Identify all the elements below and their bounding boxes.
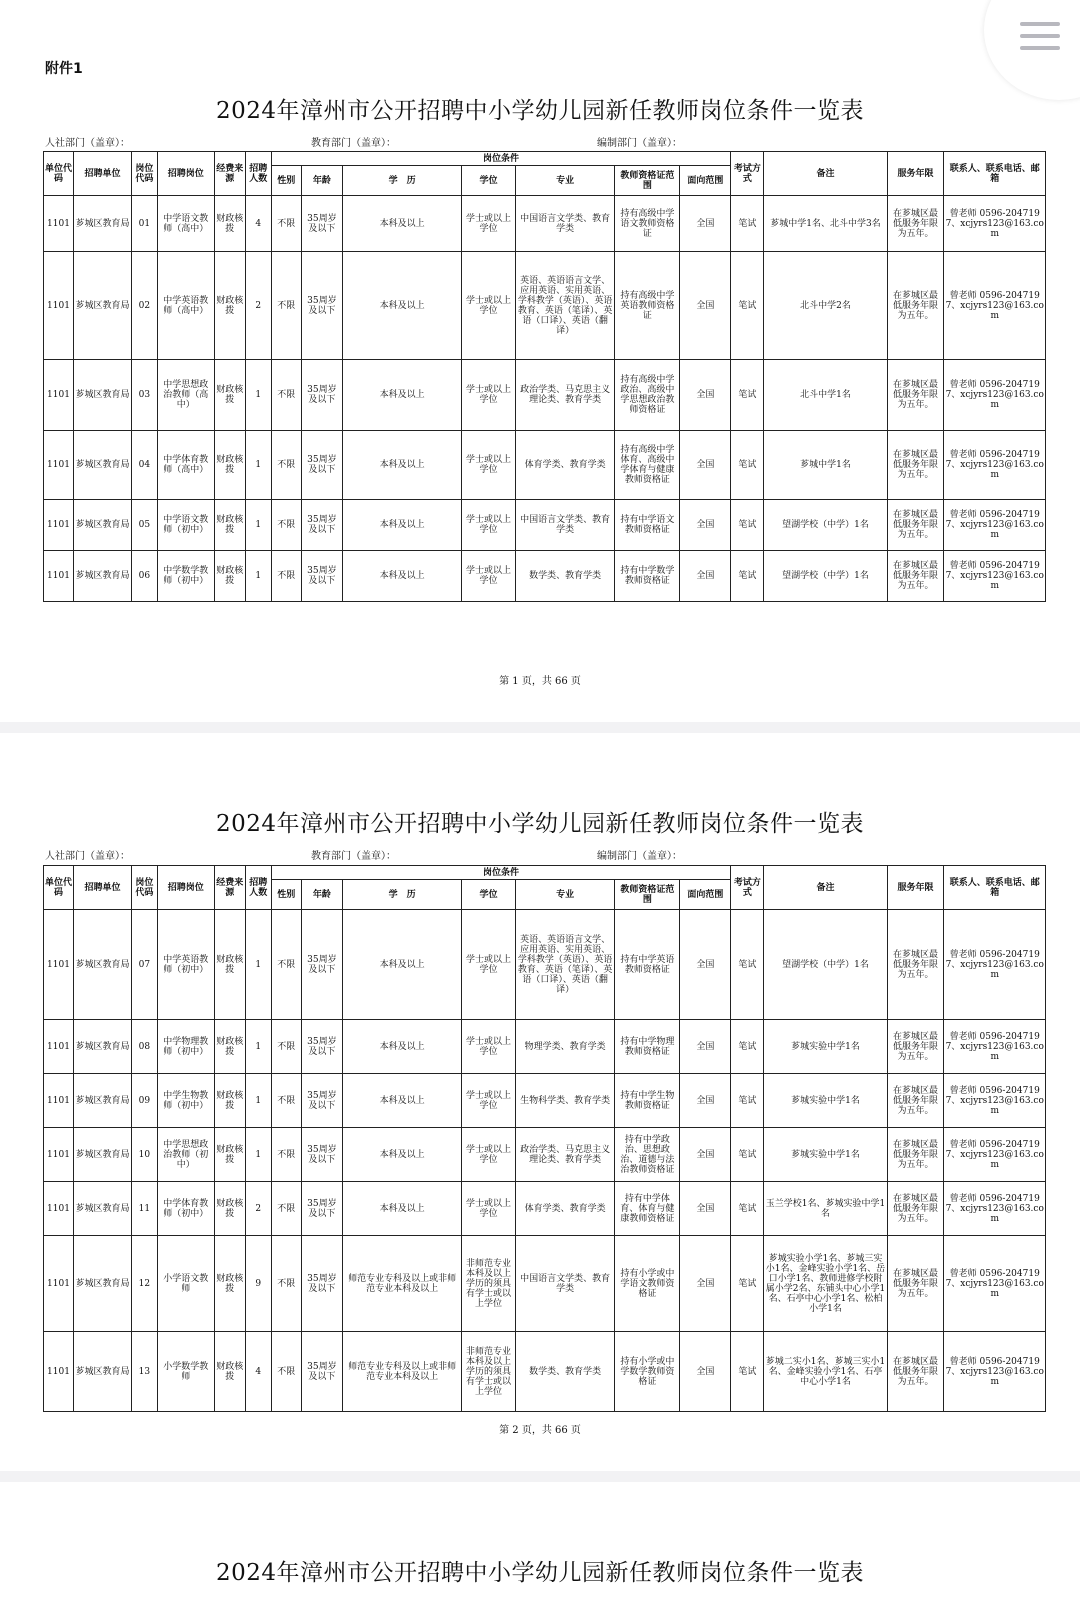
header-unit: 招聘单位: [74, 866, 132, 910]
funding-cell: 财政核拨: [214, 1236, 245, 1332]
education-cell: 本科及以上: [343, 500, 462, 551]
unit-code-cell: 1101: [44, 1074, 74, 1128]
major-cell: 政治学类、马克思主义理论类、教育学类: [515, 360, 614, 431]
table-row: [44, 910, 1046, 1020]
gender-cell: 不限: [271, 431, 301, 500]
major-cell: 体育学类、教育学类: [515, 431, 614, 500]
service-cell: 在芗城区最低服务年限为五年。: [887, 500, 944, 551]
cert-cell: 持有高级中学政治、高级中学思想政治教师资格证: [615, 360, 680, 431]
education-cell: 本科及以上: [343, 1020, 462, 1074]
exam-cell: 笔试: [731, 1332, 764, 1412]
scope-cell: 全国: [680, 500, 731, 551]
contact-cell: 曾老师 0596-2047197、xcjyrs123@163.com: [944, 252, 1046, 360]
page-title: 2024年漳州市公开招聘中小学幼儿园新任教师岗位条件一览表: [215, 98, 865, 124]
education-cell: 本科及以上: [343, 1128, 462, 1182]
header-major: 专业: [515, 166, 614, 196]
header-funding: 经费来源: [214, 152, 245, 196]
header-row: [44, 866, 1046, 880]
degree-cell: 学士或以上学位: [462, 196, 516, 252]
scope-cell: 全国: [680, 1332, 731, 1412]
cert-cell: 持有中学英语教师资格证: [615, 910, 680, 1020]
table-row: [44, 1332, 1046, 1412]
note-cell: 芗城实验中学1名: [764, 1128, 887, 1182]
cert-cell: 持有小学或中学数学教师资格证: [615, 1332, 680, 1412]
unit-cell: 芗城区教育局: [74, 196, 132, 252]
post-code-cell: 06: [131, 551, 157, 602]
age-cell: 35周岁及以下: [301, 551, 342, 602]
count-cell: 1: [245, 1128, 271, 1182]
degree-cell: 学士或以上学位: [462, 360, 516, 431]
header-post-code: 岗位代码: [131, 152, 157, 196]
unit-code-cell: 1101: [44, 1128, 74, 1182]
post-cell: 中学思想政治教师（初中）: [157, 1128, 214, 1182]
header-cert: 教师资格证范围: [615, 166, 680, 196]
education-cell: 本科及以上: [343, 360, 462, 431]
exam-cell: 笔试: [731, 1020, 764, 1074]
count-cell: 4: [245, 196, 271, 252]
exam-cell: 笔试: [731, 196, 764, 252]
gender-cell: 不限: [271, 551, 301, 602]
contact-cell: 曾老师 0596-2047197、xcjyrs123@163.com: [944, 1182, 1046, 1236]
header-contact: 联系人、联系电话、邮箱: [944, 866, 1046, 910]
unit-cell: 芗城区教育局: [74, 431, 132, 500]
post-cell: 中学思想政治教师（高中）: [157, 360, 214, 431]
cert-cell: 持有中学数学教师资格证: [615, 551, 680, 602]
staffing-dept-label: 编制部门（盖章）：: [597, 138, 682, 149]
post-cell: 中学英语教师（初中）: [157, 910, 214, 1020]
unit-code-cell: 1101: [44, 1020, 74, 1074]
degree-cell: 学士或以上学位: [462, 1020, 516, 1074]
header-gender: 性别: [271, 166, 301, 196]
post-cell: 中学体育教师（初中）: [157, 1182, 214, 1236]
exam-cell: 笔试: [731, 551, 764, 602]
degree-cell: 学士或以上学位: [462, 500, 516, 551]
post-cell: 中学语文教师（高中）: [157, 196, 214, 252]
post-code-cell: 04: [131, 431, 157, 500]
funding-cell: 财政核拨: [214, 1128, 245, 1182]
contact-cell: 曾老师 0596-2047197、xcjyrs123@163.com: [944, 360, 1046, 431]
unit-cell: 芗城区教育局: [74, 910, 132, 1020]
age-cell: 35周岁及以下: [301, 360, 342, 431]
funding-cell: 财政核拨: [214, 252, 245, 360]
education-cell: 本科及以上: [343, 431, 462, 500]
table-row: [44, 196, 1046, 252]
funding-cell: 财政核拨: [214, 360, 245, 431]
post-code-cell: 07: [131, 910, 157, 1020]
page-title: 2024年漳州市公开招聘中小学幼儿园新任教师岗位条件一览表: [215, 1560, 865, 1586]
table-row: [44, 500, 1046, 551]
scope-cell: 全国: [680, 1074, 731, 1128]
scope-cell: 全国: [680, 252, 731, 360]
header-service: 服务年限: [887, 866, 944, 910]
contact-cell: 曾老师 0596-2047197、xcjyrs123@163.com: [944, 500, 1046, 551]
post-cell: 中学语文教师（初中）: [157, 500, 214, 551]
unit-cell: 芗城区教育局: [74, 360, 132, 431]
header-degree: 学位: [462, 166, 516, 196]
hamburger-menu-icon[interactable]: [1020, 22, 1060, 58]
header-post: 招聘岗位: [157, 152, 214, 196]
note-cell: 芗城实验中学1名: [764, 1020, 887, 1074]
gender-cell: 不限: [271, 1332, 301, 1412]
count-cell: 2: [245, 1182, 271, 1236]
page-title: 2024年漳州市公开招聘中小学幼儿园新任教师岗位条件一览表: [215, 811, 865, 837]
post-code-cell: 10: [131, 1128, 157, 1182]
education-cell: 本科及以上: [343, 1182, 462, 1236]
service-cell: 在芗城区最低服务年限为五年。: [887, 910, 944, 1020]
unit-code-cell: 1101: [44, 1182, 74, 1236]
exam-cell: 笔试: [731, 500, 764, 551]
education-cell: 师范专业专科及以上或非师范专业本科及以上: [343, 1236, 462, 1332]
contact-cell: 曾老师 0596-2047197、xcjyrs123@163.com: [944, 196, 1046, 252]
count-cell: 2: [245, 252, 271, 360]
count-cell: 1: [245, 500, 271, 551]
header-exam: 考试方式: [731, 866, 764, 910]
gender-cell: 不限: [271, 910, 301, 1020]
contact-cell: 曾老师 0596-2047197、xcjyrs123@163.com: [944, 1332, 1046, 1412]
age-cell: 35周岁及以下: [301, 500, 342, 551]
unit-code-cell: 1101: [44, 500, 74, 551]
funding-cell: 财政核拨: [214, 1074, 245, 1128]
unit-code-cell: 1101: [44, 252, 74, 360]
count-cell: 1: [245, 1074, 271, 1128]
header-unit: 招聘单位: [74, 152, 132, 196]
service-cell: 在芗城区最低服务年限为五年。: [887, 360, 944, 431]
exam-cell: 笔试: [731, 252, 764, 360]
exam-cell: 笔试: [731, 1182, 764, 1236]
table-row: [44, 431, 1046, 500]
unit-code-cell: 1101: [44, 1332, 74, 1412]
education-cell: 本科及以上: [343, 1074, 462, 1128]
gender-cell: 不限: [271, 1020, 301, 1074]
unit-cell: 芗城区教育局: [74, 500, 132, 551]
note-cell: 望湖学校（中学）1名: [764, 910, 887, 1020]
education-cell: 本科及以上: [343, 551, 462, 602]
contact-cell: 曾老师 0596-2047197、xcjyrs123@163.com: [944, 551, 1046, 602]
contact-cell: 曾老师 0596-2047197、xcjyrs123@163.com: [944, 1236, 1046, 1332]
header-major: 专业: [515, 880, 614, 910]
header-conditions: 岗位条件: [271, 866, 731, 880]
header-post: 招聘岗位: [157, 866, 214, 910]
post-code-cell: 01: [131, 196, 157, 252]
unit-code-cell: 1101: [44, 431, 74, 500]
exam-cell: 笔试: [731, 1128, 764, 1182]
contact-cell: 曾老师 0596-2047197、xcjyrs123@163.com: [944, 431, 1046, 500]
major-cell: 政治学类、马克思主义理论类、教育学类: [515, 1128, 614, 1182]
post-code-cell: 05: [131, 500, 157, 551]
scope-cell: 全国: [680, 1128, 731, 1182]
header-note: 备注: [764, 152, 887, 196]
page-footer: 第 1 页，共 66 页: [499, 676, 581, 687]
cert-cell: 持有中学政治、思想政治、道德与法治教师资格证: [615, 1128, 680, 1182]
cert-cell: 持有高级中学语文教师资格证: [615, 196, 680, 252]
major-cell: 中国语言文学类、教育学类: [515, 1236, 614, 1332]
post-code-cell: 13: [131, 1332, 157, 1412]
note-cell: 望湖学校（中学）1名: [764, 500, 887, 551]
education-cell: 本科及以上: [343, 910, 462, 1020]
scope-cell: 全国: [680, 360, 731, 431]
header-conditions: 岗位条件: [271, 152, 731, 166]
gender-cell: 不限: [271, 500, 301, 551]
table-row: [44, 1236, 1046, 1332]
header-education: 学 历: [343, 880, 462, 910]
header-gender: 性别: [271, 880, 301, 910]
contact-cell: 曾老师 0596-2047197、xcjyrs123@163.com: [944, 1020, 1046, 1074]
unit-cell: 芗城区教育局: [74, 1332, 132, 1412]
header-exam: 考试方式: [731, 152, 764, 196]
exam-cell: 笔试: [731, 360, 764, 431]
gender-cell: 不限: [271, 1128, 301, 1182]
major-cell: 中国语言文学类、教育学类: [515, 196, 614, 252]
gender-cell: 不限: [271, 1074, 301, 1128]
unit-cell: 芗城区教育局: [74, 551, 132, 602]
note-cell: 望湖学校（中学）1名: [764, 551, 887, 602]
education-cell: 本科及以上: [343, 196, 462, 252]
post-code-cell: 03: [131, 360, 157, 431]
funding-cell: 财政核拨: [214, 431, 245, 500]
gender-cell: 不限: [271, 252, 301, 360]
document-page-3: [0, 1482, 1080, 1622]
contact-cell: 曾老师 0596-2047197、xcjyrs123@163.com: [944, 1074, 1046, 1128]
gender-cell: 不限: [271, 196, 301, 252]
header-count: 招聘人数: [245, 152, 271, 196]
unit-cell: 芗城区教育局: [74, 1236, 132, 1332]
scope-cell: 全国: [680, 196, 731, 252]
note-cell: 芗城中学1名、北斗中学3名: [764, 196, 887, 252]
table-row: [44, 1128, 1046, 1182]
service-cell: 在芗城区最低服务年限为五年。: [887, 431, 944, 500]
major-cell: 生物科学类、教育学类: [515, 1074, 614, 1128]
note-cell: 北斗中学1名: [764, 360, 887, 431]
unit-code-cell: 1101: [44, 196, 74, 252]
unit-cell: 芗城区教育局: [74, 1020, 132, 1074]
post-code-cell: 02: [131, 252, 157, 360]
degree-cell: 学士或以上学位: [462, 1182, 516, 1236]
exam-cell: 笔试: [731, 1236, 764, 1332]
header-cert: 教师资格证范围: [615, 880, 680, 910]
service-cell: 在芗城区最低服务年限为五年。: [887, 1332, 944, 1412]
cert-cell: 持有中学语文教师资格证: [615, 500, 680, 551]
major-cell: 体育学类、教育学类: [515, 1182, 614, 1236]
scope-cell: 全国: [680, 1236, 731, 1332]
header-scope: 面向范围: [680, 166, 731, 196]
post-cell: 中学英语教师（高中）: [157, 252, 214, 360]
service-cell: 在芗城区最低服务年限为五年。: [887, 1236, 944, 1332]
header-count: 招聘人数: [245, 866, 271, 910]
note-cell: 芗城二实小1名、芗城三实小1名、金峰实验小学1名、石亭中心小学1名: [764, 1332, 887, 1412]
count-cell: 1: [245, 360, 271, 431]
major-cell: 数学类、教育学类: [515, 551, 614, 602]
degree-cell: 学士或以上学位: [462, 910, 516, 1020]
funding-cell: 财政核拨: [214, 1332, 245, 1412]
degree-cell: 学士或以上学位: [462, 1074, 516, 1128]
cert-cell: 持有小学或中学语文教师资格证: [615, 1236, 680, 1332]
post-code-cell: 11: [131, 1182, 157, 1236]
funding-cell: 财政核拨: [214, 1182, 245, 1236]
major-cell: 中国语言文学类、教育学类: [515, 500, 614, 551]
age-cell: 35周岁及以下: [301, 1074, 342, 1128]
attachment-label: 附件1: [45, 61, 83, 77]
age-cell: 35周岁及以下: [301, 252, 342, 360]
degree-cell: 非师范专业本科及以上学历的须具有学士或以上学位: [462, 1236, 516, 1332]
age-cell: 35周岁及以下: [301, 1020, 342, 1074]
age-cell: 35周岁及以下: [301, 196, 342, 252]
service-cell: 在芗城区最低服务年限为五年。: [887, 551, 944, 602]
table-row: [44, 252, 1046, 360]
post-cell: 中学物理教师（初中）: [157, 1020, 214, 1074]
header-unit-code: 单位代码: [44, 866, 74, 910]
degree-cell: 学士或以上学位: [462, 252, 516, 360]
gender-cell: 不限: [271, 1182, 301, 1236]
staffing-dept-label: 编制部门（盖章）：: [597, 851, 682, 862]
service-cell: 在芗城区最低服务年限为五年。: [887, 1020, 944, 1074]
service-cell: 在芗城区最低服务年限为五年。: [887, 1128, 944, 1182]
table-row: [44, 1182, 1046, 1236]
unit-code-cell: 1101: [44, 910, 74, 1020]
service-cell: 在芗城区最低服务年限为五年。: [887, 1182, 944, 1236]
post-code-cell: 08: [131, 1020, 157, 1074]
hr-dept-label: 人社部门（盖章）：: [45, 138, 130, 149]
degree-cell: 非师范专业本科及以上学历的须具有学士或以上学位: [462, 1332, 516, 1412]
cert-cell: 持有高级中学体育、高级中学体育与健康教师资格证: [615, 431, 680, 500]
scope-cell: 全国: [680, 1020, 731, 1074]
degree-cell: 学士或以上学位: [462, 1128, 516, 1182]
unit-cell: 芗城区教育局: [74, 1128, 132, 1182]
gender-cell: 不限: [271, 1236, 301, 1332]
exam-cell: 笔试: [731, 910, 764, 1020]
document-page-2: [0, 733, 1080, 1471]
header-age: 年龄: [301, 166, 342, 196]
age-cell: 35周岁及以下: [301, 1182, 342, 1236]
service-cell: 在芗城区最低服务年限为五年。: [887, 1074, 944, 1128]
contact-cell: 曾老师 0596-2047197、xcjyrs123@163.com: [944, 1128, 1046, 1182]
funding-cell: 财政核拨: [214, 196, 245, 252]
cert-cell: 持有中学生物教师资格证: [615, 1074, 680, 1128]
table-row: [44, 1020, 1046, 1074]
major-cell: 数学类、教育学类: [515, 1332, 614, 1412]
gender-cell: 不限: [271, 360, 301, 431]
count-cell: 1: [245, 910, 271, 1020]
age-cell: 35周岁及以下: [301, 910, 342, 1020]
header-post-code: 岗位代码: [131, 866, 157, 910]
scope-cell: 全国: [680, 431, 731, 500]
header-service: 服务年限: [887, 152, 944, 196]
post-cell: 小学数学教师: [157, 1332, 214, 1412]
unit-cell: 芗城区教育局: [74, 252, 132, 360]
positions-table: [43, 151, 1046, 602]
funding-cell: 财政核拨: [214, 551, 245, 602]
count-cell: 1: [245, 431, 271, 500]
exam-cell: 笔试: [731, 1074, 764, 1128]
cert-cell: 持有中学物理教师资格证: [615, 1020, 680, 1074]
cert-cell: 持有高级中学英语教师资格证: [615, 252, 680, 360]
edu-dept-label: 教育部门（盖章）：: [311, 851, 396, 862]
header-note: 备注: [764, 866, 887, 910]
note-cell: 芗城实验中学1名: [764, 1074, 887, 1128]
count-cell: 4: [245, 1332, 271, 1412]
post-cell: 中学生物教师（初中）: [157, 1074, 214, 1128]
funding-cell: 财政核拨: [214, 1020, 245, 1074]
education-cell: 本科及以上: [343, 252, 462, 360]
education-cell: 师范专业专科及以上或非师范专业本科及以上: [343, 1332, 462, 1412]
note-cell: 北斗中学2名: [764, 252, 887, 360]
scope-cell: 全国: [680, 551, 731, 602]
service-cell: 在芗城区最低服务年限为五年。: [887, 196, 944, 252]
header-funding: 经费来源: [214, 866, 245, 910]
hr-dept-label: 人社部门（盖章）：: [45, 851, 130, 862]
cert-cell: 持有中学体育、体育与健康教师资格证: [615, 1182, 680, 1236]
major-cell: 物理学类、教育学类: [515, 1020, 614, 1074]
contact-cell: 曾老师 0596-2047197、xcjyrs123@163.com: [944, 910, 1046, 1020]
edu-dept-label: 教育部门（盖章）：: [311, 138, 396, 149]
age-cell: 35周岁及以下: [301, 1128, 342, 1182]
page-footer: 第 2 页，共 66 页: [499, 1425, 581, 1436]
positions-table: [43, 865, 1046, 1412]
header-unit-code: 单位代码: [44, 152, 74, 196]
age-cell: 35周岁及以下: [301, 1332, 342, 1412]
post-cell: 小学语文教师: [157, 1236, 214, 1332]
document-page-1: [0, 0, 1080, 722]
header-education: 学 历: [343, 166, 462, 196]
post-cell: 中学体育教师（高中）: [157, 431, 214, 500]
header-age: 年龄: [301, 880, 342, 910]
post-cell: 中学数学教师（初中）: [157, 551, 214, 602]
major-cell: 英语、英语语言文学、应用英语、实用英语、学科教学（英语）、英语教育、英语（笔译）、英语（口译）、英语（翻译）: [515, 910, 614, 1020]
degree-cell: 学士或以上学位: [462, 431, 516, 500]
count-cell: 9: [245, 1236, 271, 1332]
funding-cell: 财政核拨: [214, 500, 245, 551]
count-cell: 1: [245, 551, 271, 602]
service-cell: 在芗城区最低服务年限为五年。: [887, 252, 944, 360]
exam-cell: 笔试: [731, 431, 764, 500]
table-row: [44, 360, 1046, 431]
unit-code-cell: 1101: [44, 360, 74, 431]
count-cell: 1: [245, 1020, 271, 1074]
header-degree: 学位: [462, 880, 516, 910]
degree-cell: 学士或以上学位: [462, 551, 516, 602]
age-cell: 35周岁及以下: [301, 431, 342, 500]
table-row: [44, 1074, 1046, 1128]
unit-code-cell: 1101: [44, 551, 74, 602]
header-contact: 联系人、联系电话、邮箱: [944, 152, 1046, 196]
funding-cell: 财政核拨: [214, 910, 245, 1020]
post-code-cell: 09: [131, 1074, 157, 1128]
major-cell: 英语、英语语言文学、应用英语、实用英语、学科教学（英语）、英语教育、英语（笔译）、英语（口译）、英语（翻译）: [515, 252, 614, 360]
unit-cell: 芗城区教育局: [74, 1182, 132, 1236]
table-row: [44, 551, 1046, 602]
unit-cell: 芗城区教育局: [74, 1074, 132, 1128]
post-code-cell: 12: [131, 1236, 157, 1332]
scope-cell: 全国: [680, 910, 731, 1020]
note-cell: 玉兰学校1名、芗城实验中学1名: [764, 1182, 887, 1236]
note-cell: 芗城实验小学1名、芗城三实小1名、金峰实验小学1名、岳口小学1名、教师进修学校附属小学2名、东铺头中心小学1名、石亭中心小学1名、松柏小学1名: [764, 1236, 887, 1332]
unit-code-cell: 1101: [44, 1236, 74, 1332]
header-row: [44, 152, 1046, 166]
header-scope: 面向范围: [680, 880, 731, 910]
scope-cell: 全国: [680, 1182, 731, 1236]
note-cell: 芗城中学1名: [764, 431, 887, 500]
age-cell: 35周岁及以下: [301, 1236, 342, 1332]
